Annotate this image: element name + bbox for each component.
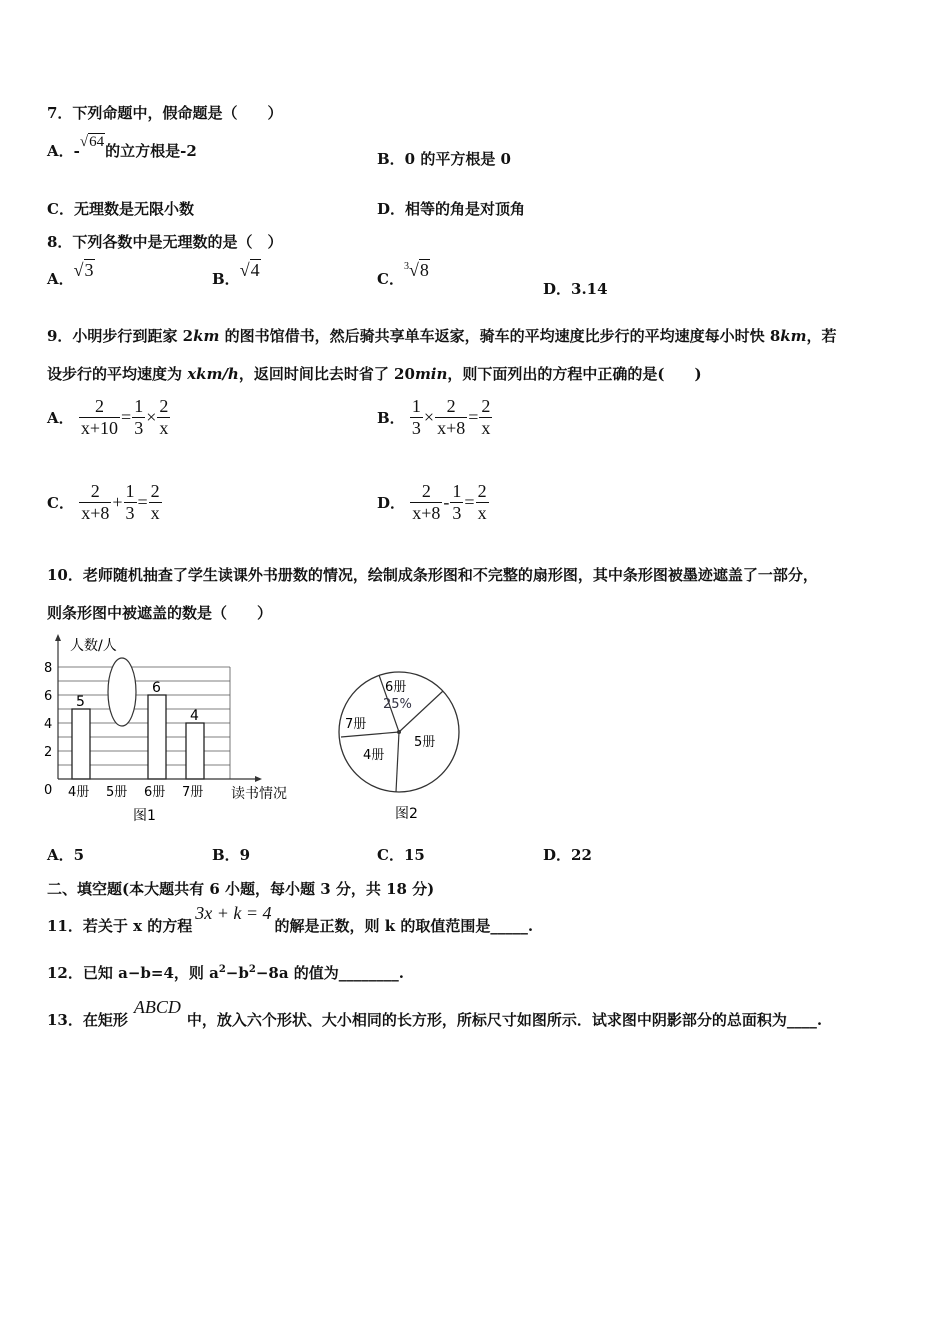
y-axis-label: 人数/人	[70, 638, 117, 654]
x-tick-label: 4册	[68, 785, 90, 800]
bar	[72, 709, 90, 779]
q9-option-b: B． $\frac{1}{3}$ × $\frac{2}{x+8}$ = $\frac{2}{x}$	[377, 396, 491, 438]
q11: 11．若关于 x 的方程3x + k = 4的解是正数，则 k 的取值范围是_____.	[47, 903, 534, 935]
y-tick-label: 8	[44, 661, 53, 676]
bar-data-label: 6	[152, 680, 161, 696]
chart-title: 图2	[395, 806, 418, 822]
q8-option-d: D．3.14	[543, 280, 608, 298]
q13: 13．在矩形ABCD中，放入六个形状、大小相同的长方形，所标尺寸如图所示．试求图中阴影部分的总面积为____.	[47, 997, 823, 1029]
q7-option-b: B．0 的平方根是 0	[377, 150, 511, 168]
pie-label-5: 5册	[414, 735, 436, 750]
q7-option-d: D．相等的角是对顶角	[377, 200, 526, 218]
x-tick-label: 6册	[144, 785, 166, 800]
pie-label-4: 4册	[363, 748, 385, 763]
q8-option-b: B．√4	[212, 260, 260, 288]
x-axis-arrow	[255, 776, 262, 782]
bar-chart	[40, 632, 305, 828]
fraction: $\frac{2}{x+10}$	[80, 396, 119, 438]
bar	[186, 723, 204, 779]
q9-line2: 设步行的平均速度为 xkm/h，返回时间比去时省了 20min，则下面列出的方程中正确的是( )	[47, 365, 702, 383]
pie-center	[397, 730, 401, 734]
pie-annotation: 25%	[383, 697, 412, 712]
y-tick-label: 6	[44, 689, 53, 704]
q9-option-a: A． $\frac{2}{x+10}$ = $\frac{1}{3}$ × $\frac{2}{x}$	[47, 396, 169, 438]
section-heading: 二、填空题(本大题共有 6 小题，每小题 3 分，共 18 分)	[47, 880, 435, 898]
q9-option-c: C． $\frac{2}{x+8}$ + $\frac{1}{3}$ = $\frac{2}{x}$	[47, 481, 160, 523]
q10-option-b: B．9	[212, 846, 251, 864]
y-tick-label: 2	[44, 745, 53, 760]
q8-option-c: C．$^3$√8	[377, 260, 429, 288]
q10-option-a: A．5	[47, 846, 85, 864]
q8-option-a: A．√3	[47, 260, 94, 288]
x-tick-label: 5册	[106, 785, 128, 800]
q9-line1: 9．小明步行到距家 2km 的图书馆借书，然后骑共享单车返家，骑车的平均速度比步行的平均速度每小时快 8km，若	[47, 327, 837, 345]
q10-option-d: D．22	[543, 846, 592, 864]
x-tick-label: 7册	[182, 785, 204, 800]
chart-title: 图1	[133, 808, 156, 824]
x-axis-label: 读书情况	[231, 786, 287, 802]
bar-data-label: 4	[190, 708, 199, 724]
y-tick-label: 0	[44, 783, 53, 798]
ink-blot	[108, 658, 136, 726]
q10-line2: 则条形图中被遮盖的数是（ ）	[47, 604, 273, 622]
sqrt-64: √64	[79, 134, 105, 150]
q12: 12．已知 a−b=4，则 $a^2-b^2-8a$ 的值为________.	[47, 964, 404, 982]
bar-data-label: 5	[76, 694, 85, 710]
q8-stem: 8．下列各数中是无理数的是（ ）	[47, 233, 283, 251]
q9-option-d: D． $\frac{2}{x+8}$ - $\frac{1}{3}$ = $\frac{2}{x}$	[377, 481, 487, 523]
q10-line1: 10．老师随机抽查了学生读课外书册数的情况，绘制成条形图和不完整的扇形图，其中条形图被墨迹遮盖了一部分，	[47, 566, 818, 584]
pie-chart	[333, 668, 468, 828]
q7-stem: 7．下列命题中，假命题是（ ）	[47, 104, 283, 122]
q7-option-c: C．无理数是无限小数	[47, 200, 194, 218]
bar	[148, 695, 166, 779]
q7-option-a: A．-√64的立方根是-2	[47, 134, 197, 160]
y-tick-label: 4	[44, 717, 53, 732]
q10-option-c: C．15	[377, 846, 425, 864]
pie-label-6: 6册	[385, 680, 407, 695]
pie-label-7: 7册	[345, 717, 367, 732]
y-axis-arrow	[55, 634, 61, 641]
